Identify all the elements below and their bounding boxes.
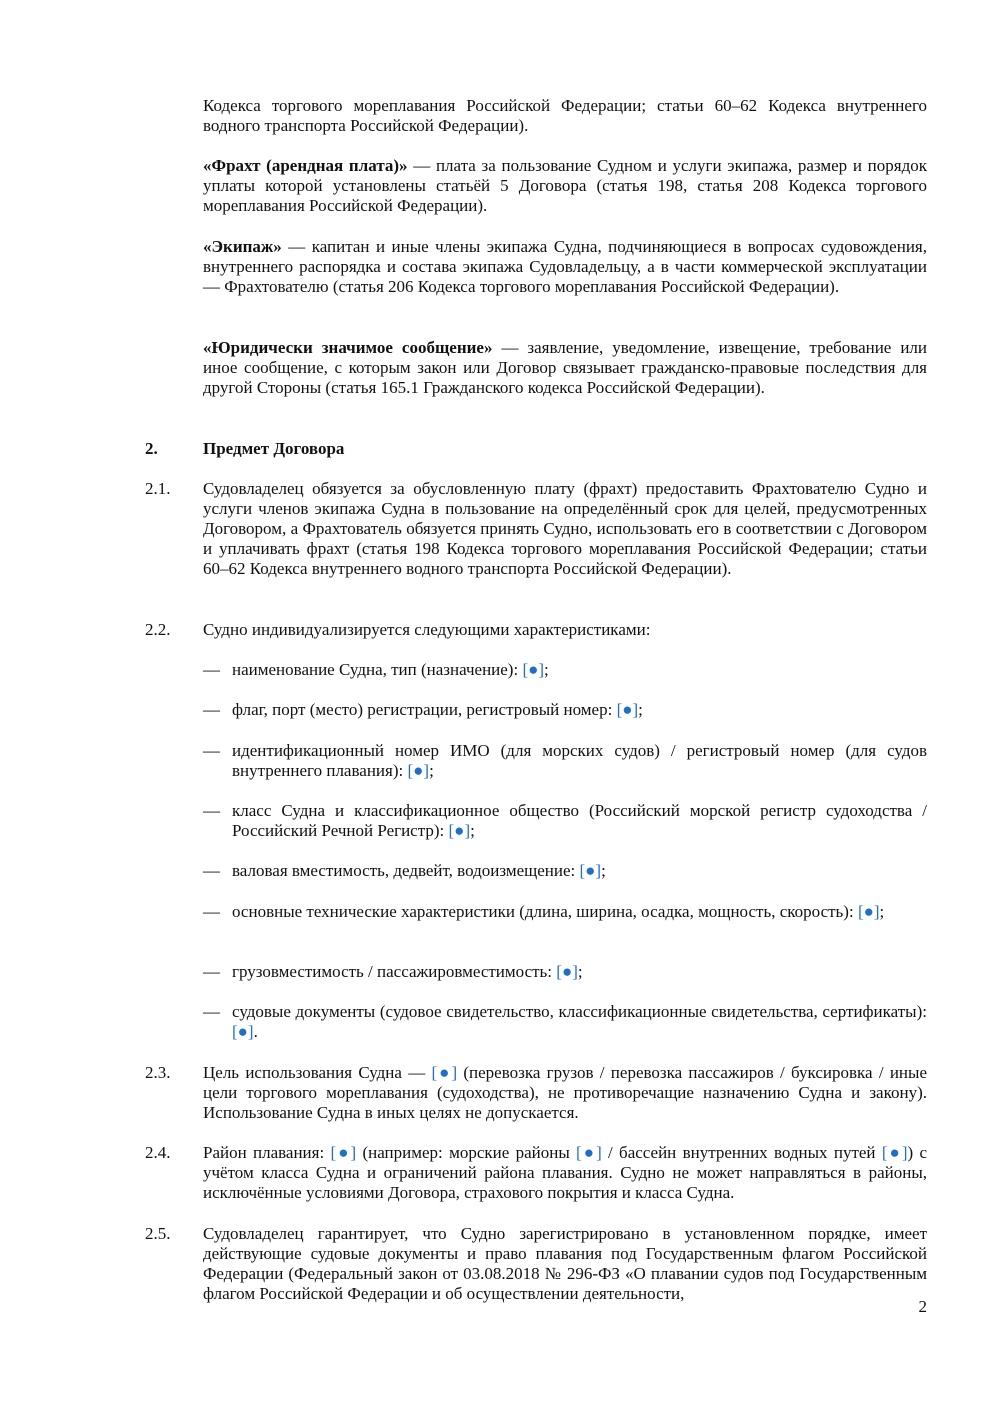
list-item: валовая вместимость, дедвейт, водоизмещение: [●]; (232, 861, 606, 880)
placeholder-marker: [●] (232, 1022, 254, 1041)
list-item: идентификационный номер ИМО (для морских судов) / регистровый номер (для судов внутреннего плавания): [●]; (232, 741, 927, 780)
section-title: Предмет Договора (203, 439, 345, 458)
clause-number: 2.2. (145, 620, 171, 639)
definition-term: «Фрахт (арендная плата)» (203, 156, 408, 175)
section-number: 2. (145, 439, 158, 458)
clause-2-4: Район плавания: [●] (например: морские районы [●] / бассейн внутренних водных путей [●]) с учётом класса Судна и ограничений района плавания. Судно не может направляться в районы, исключённые условиями Договора, страхового покрытия и класса Судна. (203, 1143, 928, 1202)
clause-2-2: Судно индивидуализируется следующими характеристиками: (203, 620, 651, 639)
list-dash: — (203, 660, 220, 679)
list-dash: — (203, 741, 220, 760)
clause-number: 2.1. (145, 479, 171, 498)
list-dash: — (203, 861, 220, 880)
placeholder-marker: [●] (579, 861, 602, 880)
definition-crew (203, 237, 927, 297)
definition-text: — заявление, уведомление, извещение, требование или иное сообщение, с которым закон или Договор связывает гражданско-правовые последствия для другой Стороны (статья 165.1 Гражданского кодекса Российской Федерации). (203, 338, 927, 397)
placeholder-marker: [●] (522, 660, 545, 679)
definition-term: «Юридически значимое сообщение» (203, 338, 493, 357)
list-dash: — (203, 801, 220, 820)
placeholder-marker: [●] (330, 1143, 357, 1162)
list-dash: — (203, 1002, 220, 1021)
clause-2-3: Цель использования Судна — [●] (перевозка грузов / перевозка пассажиров / буксировка / иные цели торгового мореплавания (судоходства), не противоречащие назначению Судна и закону). Использование Судна в иных целях не допускается. (203, 1063, 927, 1122)
list-item: основные технические характеристики (длина, ширина, осадка, мощность, скорость): [●]; (232, 902, 885, 921)
placeholder-marker: [●] (431, 1063, 458, 1082)
clause-number: 2.3. (145, 1063, 171, 1082)
list-dash: — (203, 962, 220, 981)
definition-freight (203, 156, 927, 216)
clause-number: 2.5. (145, 1224, 171, 1243)
list-item: наименование Судна, тип (назначение): [●]; (232, 660, 549, 679)
list-item: грузовместимость / пассажировместимость: [●]; (232, 962, 583, 981)
placeholder-marker: [●] (556, 962, 578, 981)
placeholder-marker: [●] (881, 1143, 908, 1162)
definition-term: «Экипаж» (203, 237, 282, 256)
clause-2-1: Судовладелец обязуется за обусловленную плату (фрахт) предоставить Фрахтователю Судно и услуги членов экипажа Судна в пользование на определённый срок для целей, предусмотренных Договором, а Фрахтователь обязуется принять Судно, использовать его в соответствии с Договором и уплачивать фрахт (статья 198 Кодекса торгового мореплавания Российской Федерации; статьи 60–62 Кодекса внутреннего водного транспорта Российской Федерации). (203, 479, 927, 578)
list-dash: — (203, 902, 220, 921)
list-item: флаг, порт (место) регистрации, регистровый номер: [●]; (232, 700, 643, 719)
clause-number: 2.4. (145, 1143, 171, 1162)
list-dash: — (203, 700, 220, 719)
list-item: судовые документы (судовое свидетельство, классификационные свидетельства, сертификаты): [●]. (232, 1002, 927, 1041)
list-item: класс Судна и классификационное общество (Российский морской регистр судоходства / Российский Речной Регистр): [●]; (232, 801, 927, 840)
placeholder-marker: [●] (407, 761, 430, 780)
definition-legal-message (203, 338, 927, 398)
intro-paragraph: Кодекса торгового мореплавания Российской Федерации; статьи 60–62 Кодекса внутреннего водного транспорта Российской Федерации). (203, 96, 927, 135)
definition-text: — капитан и иные члены экипажа Судна, подчиняющиеся в вопросах судовождения, внутреннего распорядка и состава экипажа Судовладельцу, а в части коммерческой эксплуатации — Фрахтователю (статья 206 Кодекса торгового мореплавания Российской Федерации). (203, 237, 927, 296)
clause-2-5: Судовладелец гарантирует, что Судно зарегистрировано в установленном порядке, имеет действующие судовые документы и право плавания под Государственным флагом Российской Федерации (Федеральный закон от 03.08.2018 № 296-ФЗ «О плавании судов под Государственным флагом Российской Федерации и об осуществлении деятельности, (203, 1224, 927, 1303)
page-number: 2 (918, 1297, 927, 1316)
placeholder-marker: [●] (857, 902, 880, 921)
placeholder-marker: [●] (448, 821, 471, 840)
placeholder-marker: [●] (576, 1143, 602, 1162)
placeholder-marker: [●] (616, 700, 639, 719)
definition-text: — плата за пользование Судном и услуги экипажа, размер и порядок уплаты которой установлены статьёй 5 Договора (статья 198, статья 208 Кодекса торгового мореплавания Российской Федерации). (203, 156, 927, 215)
